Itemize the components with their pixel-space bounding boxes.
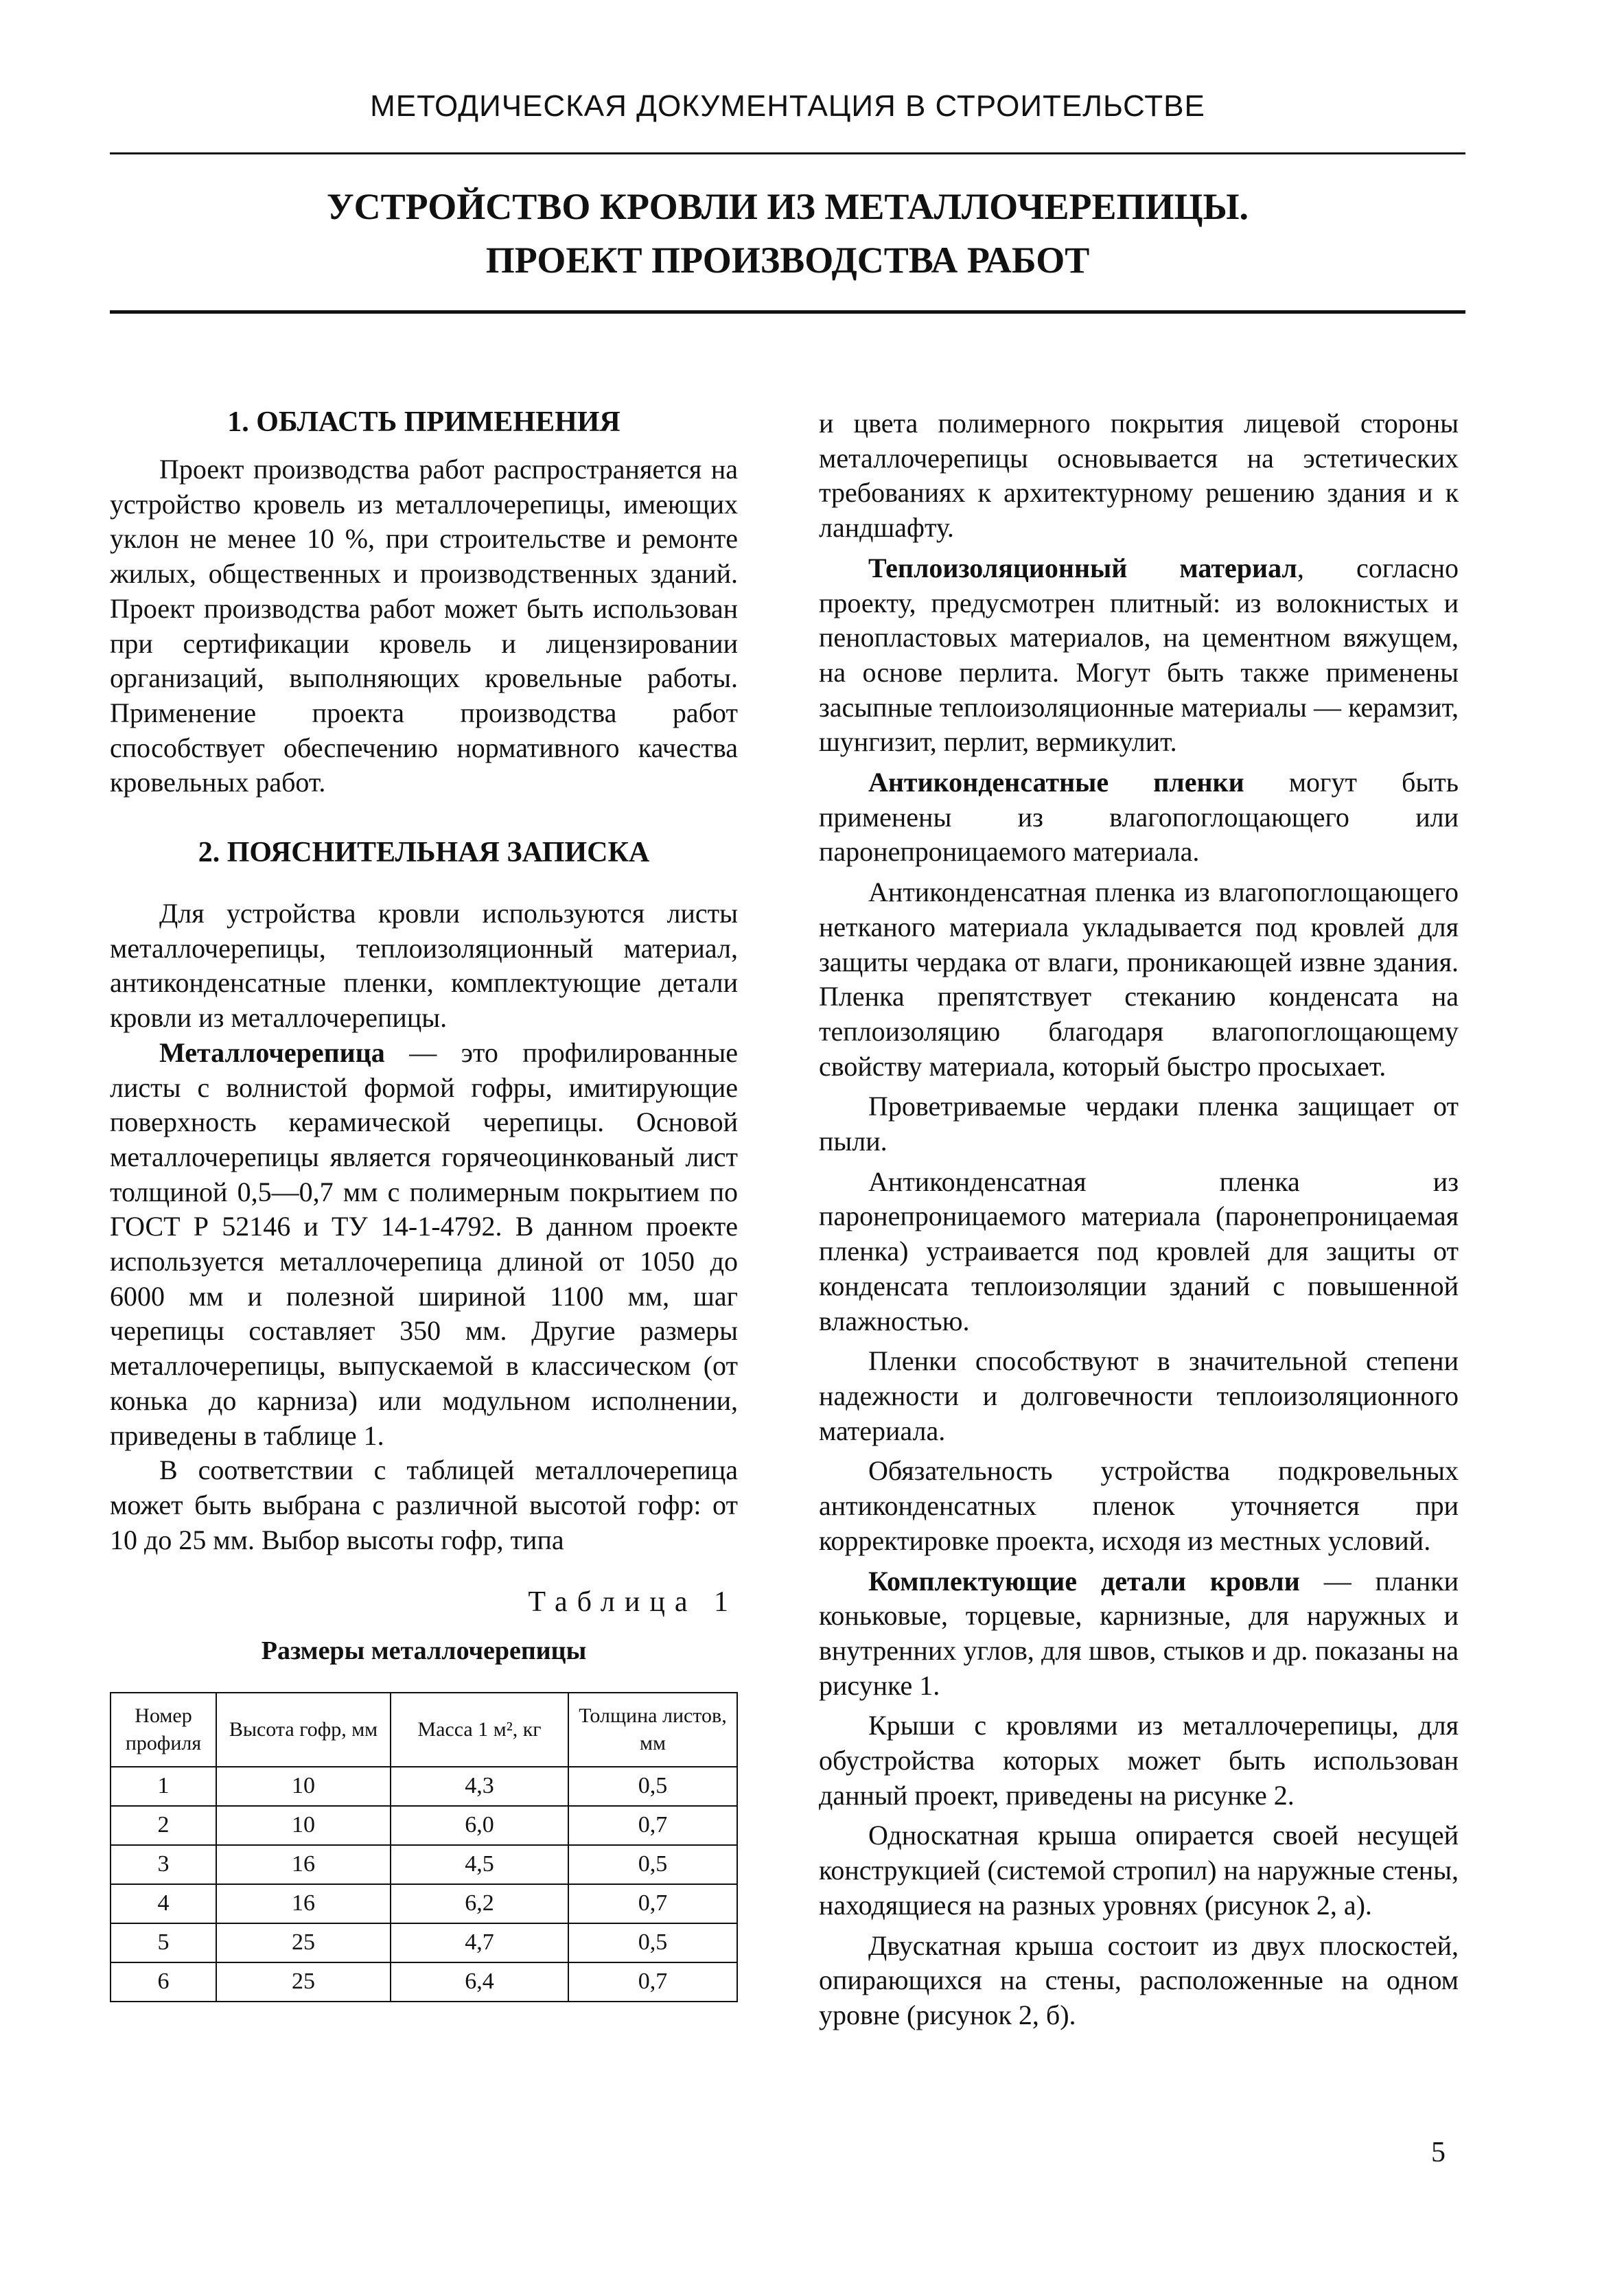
table-row xyxy=(111,1884,737,1923)
paragraph-durability: Пленки способствуют в значительной степени надежности и долговечности теплоизоляционного материала. xyxy=(819,1345,1459,1446)
table-cell: 10 xyxy=(216,1806,391,1845)
paragraph-vapor-film: Антиконденсатная пленка из паронепроницаемого материала (паронепроницаемая пленка) устраивается под кровлей для защиты от конденсата теплоизоляции зданий с повышенной влажностью. xyxy=(819,1166,1459,1336)
paragraph-insulation-text: , согласно проекту, предусмотрен плитный: из волокнистых и пенопластовых материалов, на цементном вяжущем, на основе перлита. Могут быть также применены засыпные теплоизоляционные материалы — керамзит, шунгизит, перлит, вермикулит. xyxy=(819,552,1459,758)
section-2-paragraph-1: Для устройства кровли используются листы металлочерепицы, теплоизоляционный материал, антиконденсатные пленки, комплектующие детали кровли из металлочерепицы. xyxy=(110,898,738,1034)
table-cell: 4,3 xyxy=(391,1767,568,1806)
table-header-cell: Номер профиля xyxy=(111,1693,216,1767)
paragraph-dust: Проветриваемые чердаки пленка защищает от пыли. xyxy=(819,1091,1459,1157)
title-line-2: ПРОЕКТ ПРОИЗВОДСТВА РАБОТ xyxy=(485,240,1090,281)
table-cell: 0,7 xyxy=(568,1962,737,2002)
table-cell: 5 xyxy=(111,1923,216,1962)
right-column xyxy=(819,406,1459,2033)
paragraph-insulation xyxy=(819,551,1459,760)
dimensions-table xyxy=(110,1692,738,2002)
paragraph-films-text: могут быть применены из влагопоглощающего или паронепроницаемого материала. xyxy=(819,767,1459,868)
title-rule xyxy=(110,310,1465,314)
page-number: 5 xyxy=(1431,2137,1446,2168)
term-insulation: Теплоизоляционный материал xyxy=(868,552,1297,583)
table-header-cell: Масса 1 м², кг xyxy=(391,1693,568,1767)
title-line-1: УСТРОЙСТВО КРОВЛИ ИЗ МЕТАЛЛОЧЕРЕПИЦЫ. xyxy=(326,186,1249,227)
paragraph-single-pitch: Односкатная крыша опирается своей несущей конструкцией (системой стропил) на наружные стены, находящиеся на разных уровнях (рисунок 2, а). xyxy=(819,1820,1459,1921)
table-cell: 0,5 xyxy=(568,1845,737,1884)
term-films: Антиконденсатные пленки xyxy=(868,767,1244,798)
table-title: Размеры металлочерепицы xyxy=(261,1636,587,1666)
table-cell: 25 xyxy=(216,1923,391,1962)
table-cell: 1 xyxy=(111,1767,216,1806)
table-cell: 4,7 xyxy=(391,1923,568,1962)
header-rule xyxy=(110,152,1465,154)
table-cell: 16 xyxy=(216,1884,391,1923)
section-2-paragraph-2-text: — это профилированные листы с волнистой формой гофры, имитирующие поверхность керамической черепицы. Основой металлочерепицы является горячеоцинкованый лист толщиной 0,5—0,7 мм с полимерным покрытием по ГОСТ Р 52146 и ТУ 14-1-4792. В данном проекте используется металлочерепица длиной от 1050 до 6000 мм и полезной шириной 1100 мм, шаг черепицы составляет 350 мм. Другие размеры металлочерепицы, выпускаемой в классическом (от конька до карниза) или модульном исполнении, приведены в таблице 1. xyxy=(110,1036,738,1451)
table-row xyxy=(111,1806,737,1845)
table-caption: Таблица 1 xyxy=(528,1586,738,1619)
left-column xyxy=(110,402,738,2002)
table-cell: 4,5 xyxy=(391,1845,568,1884)
paragraph-films xyxy=(819,765,1459,870)
table-cell: 0,5 xyxy=(568,1767,737,1806)
paragraph-components-text: — планки коньковые, торцевые, карнизные, для наружных и внутренних углов, для швов, стыков и др. показаны на рисунке 1. xyxy=(819,1565,1459,1701)
table-cell: 6 xyxy=(111,1962,216,2002)
table-cell: 6,4 xyxy=(391,1962,568,2002)
running-header: МЕТОДИЧЕСКАЯ ДОКУМЕНТАЦИЯ В СТРОИТЕЛЬСТВЕ xyxy=(370,89,1205,123)
table-header-cell: Высота гофр, мм xyxy=(216,1693,391,1767)
table-cell: 16 xyxy=(216,1845,391,1884)
table-row xyxy=(111,1962,737,2002)
paragraph-obligation: Обязательность устройства подкровельных антиконденсатных пленок уточняется при корректировке проекта, исходя из местных условий. xyxy=(819,1455,1459,1556)
term-metal-tile: Металлочерепица xyxy=(159,1036,385,1068)
paragraph-gable: Двускатная крыша состоит из двух плоскостей, опирающихся на стены, расположенные на одном уровне (рисунок 2, б). xyxy=(819,1929,1459,2030)
section-1-paragraph: Проект производства работ распространяется на устройство кровель из металлочерепицы, имеющих уклон не менее 10 %, при строительстве и ремонте жилых, общественных и производственных зданий. Проект производства работ может быть использован при сертификации кровель и лицензировании организаций, выполняющих кровельные работы. Применение проекта производства работ способствует обеспечению нормативного качества кровельных работ. xyxy=(110,454,738,798)
table-cell: 0,7 xyxy=(568,1884,737,1923)
table-cell: 25 xyxy=(216,1962,391,2002)
table-cell: 6,0 xyxy=(391,1806,568,1845)
paragraph-color-choice: и цвета полимерного покрытия лицевой стороны металлочерепицы основывается на эстетических требованиях к архитектурному решению здания и к ландшафту. xyxy=(819,408,1459,544)
table-header-row xyxy=(111,1693,737,1767)
table-header-cell: Толщина листов, мм xyxy=(568,1693,737,1767)
term-components: Комплектующие детали кровли xyxy=(868,1565,1300,1597)
table-row xyxy=(111,1845,737,1884)
paragraph-components xyxy=(819,1564,1459,1704)
table-cell: 10 xyxy=(216,1767,391,1806)
table-cell: 3 xyxy=(111,1845,216,1884)
table-cell: 2 xyxy=(111,1806,216,1845)
table-cell: 4 xyxy=(111,1884,216,1923)
table-row xyxy=(111,1923,737,1962)
section-2-paragraph-2 xyxy=(110,1036,738,1453)
paragraph-roofs: Крыши с кровлями из металлочерепицы, для обустройства которых может быть использован данный проект, приведены на рисунке 2. xyxy=(819,1710,1459,1811)
table-cell: 0,5 xyxy=(568,1923,737,1962)
section-1-heading: 1. ОБЛАСТЬ ПРИМЕНЕНИЯ xyxy=(227,406,620,438)
table-cell: 6,2 xyxy=(391,1884,568,1923)
paragraph-absorbent-film: Антиконденсатная пленка из влагопоглощающего нетканого материала укладывается под кровлей для защиты чердака от влаги, проникающей извне здания. Пленка препятствует стеканию конденсата на теплоизоляцию благодаря влагопоглощающему свойству материала, который быстро просыхает. xyxy=(819,877,1459,1082)
table-cell: 0,7 xyxy=(568,1806,737,1845)
section-2-paragraph-3: В соответствии с таблицей металлочерепица может быть выбрана с различной высотой гофр: от 10 до 25 мм. Выбор высоты гофр, типа xyxy=(110,1454,738,1555)
table-row xyxy=(111,1767,737,1806)
page-title xyxy=(110,180,1465,287)
section-2-heading: 2. ПОЯСНИТЕЛЬНАЯ ЗАПИСКА xyxy=(198,837,650,869)
